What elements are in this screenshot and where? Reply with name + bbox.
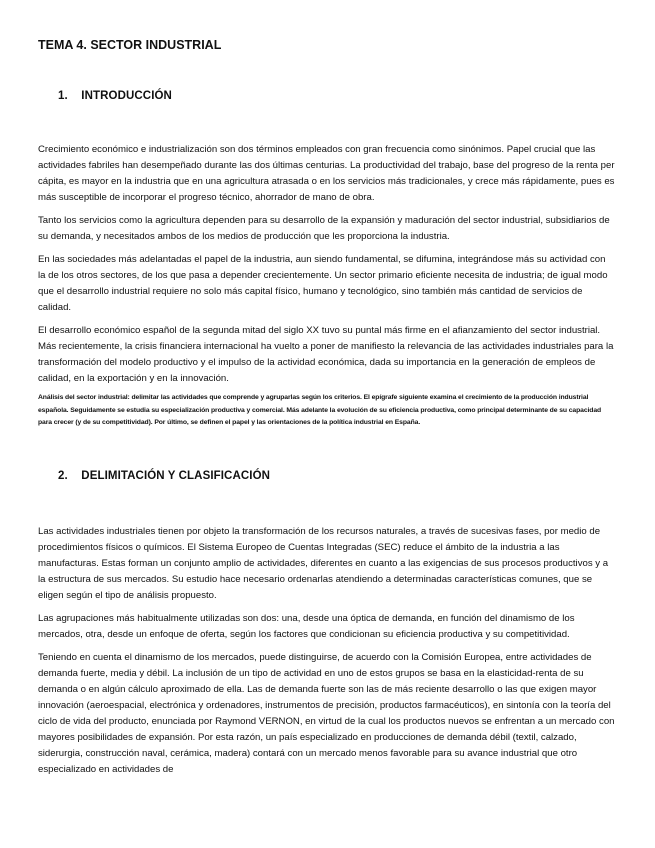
- paragraph: Crecimiento económico e industrialización son dos términos empleados con gran frecuencia como sinónimos. Papel crucial que las actividades fabriles han desempeñado durante las dos últimas centurias. La productividad del trabajo, base del progreso de la renta per cápita, es mayor en la industria que en una agricultura atrasada o en los servicios más tradicionales, y crece más rápidamente, pues es más susceptible de incorporar el progreso técnico, ahorrador de mano de obra.: [38, 144, 615, 203]
- section-title: DELIMITACIÓN Y CLASIFICACIÓN: [81, 469, 271, 482]
- paragraph: En las sociedades más adelantadas el papel de la industria, aun siendo fundamental, se difumina, integrándose más su actividad con la de los otros sectores, de los que pasa a depender crecientemente. Un sector primario eficiente necesita de industria; de igual modo que el desarrollo industrial requiere no solo más capital físico, humano y tecnológico, sino también más cantidad de servicios de calidad.: [38, 254, 608, 313]
- section-number: 2.: [58, 469, 68, 482]
- paragraph: Las agrupaciones más habitualmente utilizadas son dos: una, desde una óptica de demanda, en función del dinamismo de los mercados, otra, desde un enfoque de oferta, según los factores que condicionan su eficiencia productiva y su competitividad.: [38, 612, 575, 640]
- paragraph: Las actividades industriales tienen por objeto la transformación de los recursos naturales, a través de sucesivas fases, por medio de procedimientos físicos o químicos. El Sistema Europeo de Cuentas Integradas (SEC) reduce el ámbito de la industria a las manufacturas. Estas forman un conjunto amplio de actividades, diferentes en cuanto a las exigencias de sus procesos productivos y a la estructura de sus mercados. Su estudio hace necesario ordenarlas atendiendo a determinadas características comunes, que se eligen según el tipo de análisis propuesto.: [38, 525, 609, 601]
- document-title: TEMA 4. SECTOR INDUSTRIAL: [38, 38, 222, 52]
- paragraph: Teniendo en cuenta el dinamismo de los mercados, puede distinguirse, de acuerdo con la Comisión Europea, entre actividades de demanda fuerte, media y débil. La inclusión de un tipo de actividad en uno de estos grupos se basa en la elasticidad-renta de su demanda o en algún cálculo aproximado de ella. Las de demanda fuerte son las de más reciente desarrollo o las que exigen mayor innovación (aeroespacial, electrónica y ordenadores, instrumentos de precisión, productos farmacéuticos), en sintonía con la teoría del ciclo de vida del producto, enunciada por Raymond VERNON, en virtud de la cual los productos nuevos se enfrentan a un mercado con mayores posibilidades de expansión. Por esta razón, un país especializado en producciones de demanda débil (textil, calzado, siderurgia, construcción naval, cerámica, madera) contará con un mercado menos favorable para su avance industrial que otro especializado en actividades de: [38, 651, 615, 775]
- paragraph: Tanto los servicios como la agricultura dependen para su desarrollo de la expansión y maduración del sector industrial, subsidiarios de su demanda, y necesitados ambos de los medios de producción que les proporciona la industria.: [38, 215, 610, 242]
- section-heading-delimitacion: [58, 470, 615, 482]
- section-number: 1.: [58, 90, 68, 102]
- section-heading-introduccion: [58, 90, 615, 102]
- section-title: INTRODUCCIÓN: [81, 90, 172, 102]
- paragraph: El desarrollo económico español de la segunda mitad del siglo XX tuvo su puntal más firme en el afianzamiento del sector industrial. Más recientemente, la crisis financiera internacional ha vuelto a poner de manifiesto la relevancia de las actividades industriales para la transformación del modelo productivo y el impulso de la actividad económica, dada su importancia en la generación de empleos de calidad, en la exportación y en la innovación.: [38, 325, 614, 384]
- summary-note: Análisis del sector industrial: delimitar las actividades que comprende y agruparlas según los criterios. El epígrafe siguiente examina el crecimiento de la producción industrial española. Seguidamente se estudia su especialización productiva y comercial. Más adelante la evolución de su eficiencia productiva, como principal determinante de su capacidad para crecer (y de su competitividad). Por último, se definen el papel y las orientaciones de la política industrial en España.: [38, 394, 602, 426]
